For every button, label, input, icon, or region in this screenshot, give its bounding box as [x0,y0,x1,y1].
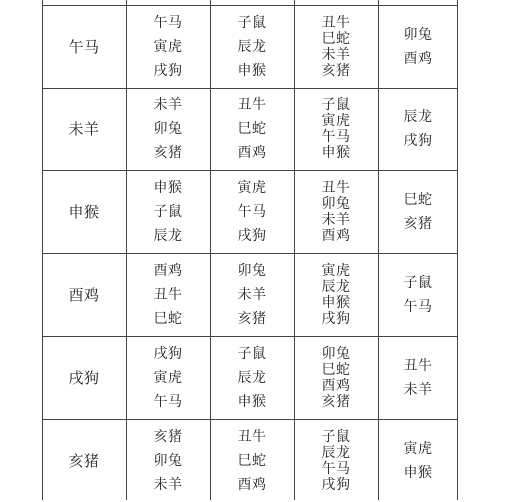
zodiac-label: 辰龙 [153,227,183,244]
zodiac-label: 午马 [237,203,267,220]
zodiac-label: 巳蛇 [153,310,183,327]
zodiac-label: 申猴 [321,145,351,161]
zodiac-label: 未羊 [321,46,351,63]
zodiac-label: 戌狗 [237,227,267,244]
zodiac-label: 辰龙 [403,109,433,125]
table-cell [126,88,210,170]
zodiac-label: 申猴 [237,393,267,410]
zodiac-label: 亥猪 [237,310,267,327]
zodiac-label: 未羊 [68,120,100,138]
zodiac-label: 辰龙 [237,369,267,386]
zodiac-label: 午马 [153,14,183,31]
zodiac-label: 午马 [68,37,100,56]
table-cell [126,336,210,419]
zodiac-label: 酉鸡 [237,476,267,493]
zodiac-label: 亥猪 [321,62,351,79]
zodiac-label: 卯兔 [153,121,183,137]
zodiac-label: 子鼠 [237,345,267,362]
zodiac-label: 卯兔 [153,452,183,469]
zodiac-label: 丑牛 [153,286,183,303]
zodiac-label: 巳蛇 [321,30,351,47]
zodiac-label: 戌狗 [321,310,351,327]
zodiac-label: 子鼠 [153,203,183,220]
zodiac-label: 子鼠 [403,274,433,291]
table-cell [294,336,378,419]
zodiac-label: 申猴 [237,62,267,79]
zodiac-label: 酉鸡 [237,145,267,161]
zodiac-label: 未羊 [153,476,183,493]
zodiac-label: 酉鸡 [68,285,100,304]
zodiac-label: 酉鸡 [321,377,351,394]
zodiac-label: 午马 [321,460,351,477]
table-cell [294,253,378,336]
zodiac-label: 亥猪 [321,393,351,410]
zodiac-label: 丑牛 [237,428,267,445]
zodiac-label: 寅虎 [237,179,267,196]
row-header-cell [42,170,126,253]
table-cell [294,88,378,170]
table-cell [210,5,294,88]
zodiac-label: 卯兔 [321,195,351,212]
table-cell [210,419,294,502]
table-cell [210,88,294,170]
zodiac-label: 卯兔 [237,262,267,279]
zodiac-label: 酉鸡 [153,262,183,279]
table-cell [294,419,378,502]
zodiac-label: 亥猪 [153,428,183,445]
zodiac-label: 戌狗 [68,368,100,387]
zodiac-label: 卯兔 [321,345,351,362]
table-cell [378,88,458,170]
zodiac-label: 亥猪 [403,215,433,232]
zodiac-label: 午马 [321,129,351,145]
zodiac-label: 午马 [403,298,433,315]
table-cell [378,419,458,502]
zodiac-label: 戌狗 [153,62,183,79]
row-header-cell [42,419,126,502]
table-cell [210,170,294,253]
zodiac-label: 丑牛 [237,97,267,113]
zodiac-label: 未羊 [153,97,183,113]
row-header-cell [42,88,126,170]
table-cell [378,336,458,419]
zodiac-label: 寅虎 [153,369,183,386]
row-header-cell [42,336,126,419]
table-cell [126,253,210,336]
zodiac-label: 酉鸡 [321,227,351,244]
zodiac-label: 丑牛 [321,14,351,31]
table-cell [126,419,210,502]
zodiac-label: 巳蛇 [237,121,267,137]
zodiac-label: 戌狗 [153,345,183,362]
zodiac-label: 卯兔 [403,26,433,43]
zodiac-label: 戌狗 [321,476,351,493]
zodiac-label: 辰龙 [237,38,267,55]
zodiac-label: 巳蛇 [237,452,267,469]
row-header-cell [42,5,126,88]
table-cell [126,5,210,88]
zodiac-label: 未羊 [237,286,267,303]
table-cell [294,170,378,253]
zodiac-label: 寅虎 [153,38,183,55]
table-cell [378,5,458,88]
table-cell [210,336,294,419]
zodiac-label: 未羊 [403,381,433,398]
zodiac-label: 辰龙 [321,278,351,295]
table-cell [294,5,378,88]
zodiac-label: 午马 [153,393,183,410]
zodiac-label: 寅虎 [321,262,351,279]
zodiac-label: 寅虎 [321,113,351,129]
zodiac-label: 未羊 [321,211,351,228]
zodiac-label: 申猴 [321,294,351,311]
zodiac-label: 戌狗 [403,133,433,149]
zodiac-label: 子鼠 [321,428,351,445]
table-cell [210,253,294,336]
zodiac-label: 巳蛇 [321,361,351,378]
zodiac-label: 亥猪 [153,145,183,161]
table-cell [126,170,210,253]
zodiac-label: 亥猪 [68,451,100,470]
zodiac-label: 寅虎 [403,440,433,457]
table-cell [378,170,458,253]
zodiac-label: 申猴 [68,202,100,221]
zodiac-label: 丑牛 [403,357,433,374]
zodiac-label: 丑牛 [321,179,351,196]
zodiac-label: 子鼠 [321,97,351,113]
table-cell [378,253,458,336]
zodiac-label: 辰龙 [321,444,351,461]
zodiac-label: 巳蛇 [403,191,433,208]
zodiac-compatibility-table [42,0,458,500]
zodiac-label: 酉鸡 [403,50,433,67]
row-header-cell [42,253,126,336]
zodiac-label: 子鼠 [237,14,267,31]
zodiac-label: 申猴 [403,464,433,481]
zodiac-label: 申猴 [153,179,183,196]
